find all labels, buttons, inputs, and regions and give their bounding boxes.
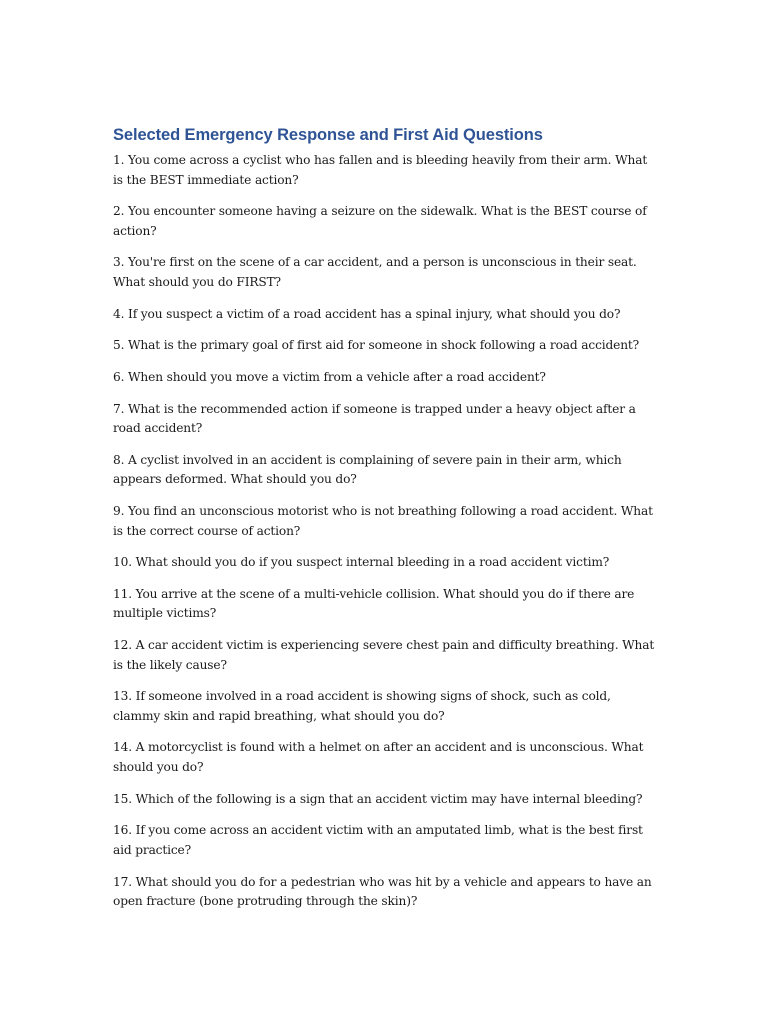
question-item: 4. If you suspect a victim of a road accident has a spinal injury, what should you do?	[113, 306, 621, 321]
question-item: 17. What should you do for a pedestrian who was hit by a vehicle and appears to have an open fracture (bone protruding through the skin)?	[113, 874, 652, 908]
question-item: 14. A motorcyclist is found with a helmet on after an accident and is unconscious. What should you do?	[113, 740, 644, 774]
question-item: 1. You come across a cyclist who has fallen and is bleeding heavily from their arm. What is the BEST immediate action?	[113, 153, 648, 187]
document-title: Selected Emergency Response and First Aid Questions	[113, 126, 543, 144]
question-item: 6. When should you move a victim from a vehicle after a road accident?	[113, 369, 546, 384]
question-item: 16. If you come across an accident victim with an amputated limb, what is the best first aid practice?	[113, 823, 643, 857]
document-body	[113, 124, 658, 924]
question-list	[113, 151, 658, 912]
question-item: 8. A cyclist involved in an accident is complaining of severe pain in their arm, which appears deformed. What should you do?	[113, 452, 622, 487]
question-item: 13. If someone involved in a road accident is showing signs of shock, such as cold, clammy skin and rapid breathing, what should you do?	[113, 689, 611, 723]
question-item: 3. You're first on the scene of a car accident, and a person is unconscious in their seat. What should you do FIRST?	[113, 255, 637, 289]
question-item: 5. What is the primary goal of first aid for someone in shock following a road accident?	[113, 338, 640, 353]
question-item: 9. You find an unconscious motorist who is not breathing following a road accident. What is the correct course of action?	[113, 504, 653, 538]
question-item: 12. A car accident victim is experiencing severe chest pain and difficulty breathing. What is the likely cause?	[113, 638, 655, 672]
question-item: 11. You arrive at the scene of a multi-vehicle collision. What should you do if there are multiple victims?	[113, 586, 635, 621]
question-item: 10. What should you do if you suspect internal bleeding in a road accident victim?	[113, 555, 610, 570]
question-item: 2. You encounter someone having a seizure on the sidewalk. What is the BEST course of action?	[113, 204, 647, 238]
question-item: 7. What is the recommended action if someone is trapped under a heavy object after a road accident?	[113, 401, 636, 436]
question-item: 15. Which of the following is a sign that an accident victim may have internal bleeding?	[113, 791, 643, 806]
